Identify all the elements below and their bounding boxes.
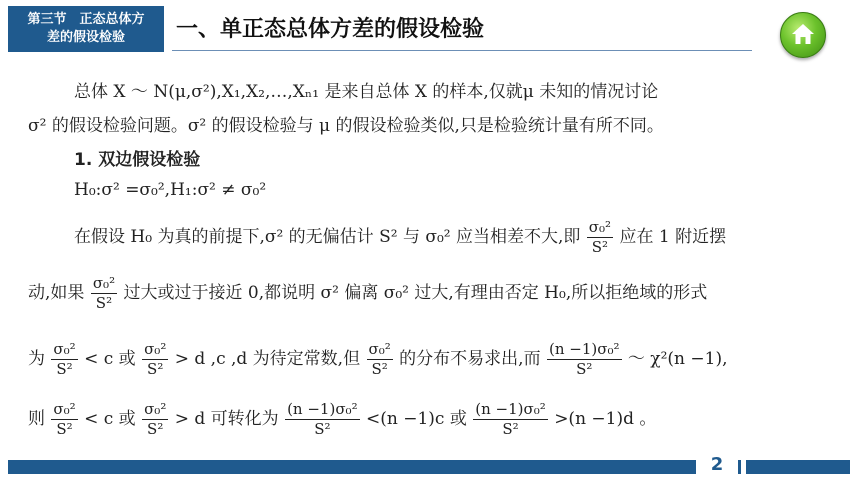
fraction-numerator: (n −1)σ₀² — [475, 400, 546, 418]
fraction-denominator: S² — [56, 360, 73, 378]
text-segment: 应在 1 附近摆 — [619, 227, 727, 247]
section-heading: 1. 双边假设检验 — [74, 150, 201, 170]
text-segment: 则 — [28, 409, 45, 429]
fraction — [51, 340, 77, 379]
page-number: 2 — [710, 454, 724, 475]
fraction-denominator: S² — [56, 420, 73, 438]
footer-bar — [8, 460, 696, 474]
paragraph-1-line-1: 总体 X ～ N(μ,σ²),X₁,X₂,…,Xₙ₁ 是来自总体 X 的样本,仅就μ 未知的情况讨论 — [74, 82, 659, 102]
home-button[interactable] — [780, 12, 826, 58]
text-segment: < c 或 — [84, 349, 136, 369]
section-tab — [8, 6, 164, 52]
fraction-denominator: S² — [147, 360, 164, 378]
title-divider — [172, 50, 752, 51]
fraction-numerator: (n −1)σ₀² — [287, 400, 358, 418]
section-label-line1: 第三节 正态总体方 — [27, 12, 145, 27]
text-segment: 在假设 H₀ 为真的前提下,σ² 的无偏估计 S² 与 σ₀² 应当相差不大,即 — [74, 227, 581, 247]
text-segment: ～ χ²(n −1), — [627, 349, 728, 369]
fraction — [91, 274, 117, 313]
fraction — [587, 218, 613, 257]
fraction — [142, 400, 168, 439]
paragraph-2-line-2 — [28, 274, 707, 313]
fraction-numerator: σ₀² — [144, 340, 167, 358]
fraction-denominator: S² — [502, 420, 519, 438]
fraction — [285, 400, 360, 439]
hypotheses: H₀:σ² =σ₀²,H₁:σ² ≠ σ₀² — [74, 180, 267, 200]
fraction-numerator: σ₀² — [53, 400, 76, 418]
paragraph-3 — [28, 340, 728, 379]
text-segment: 为 — [28, 349, 45, 369]
text-segment: <(n −1)c 或 — [366, 409, 467, 429]
home-icon — [791, 23, 815, 45]
fraction-numerator: σ₀² — [588, 218, 612, 236]
fraction-denominator: S² — [576, 360, 593, 378]
section-label-line2: 差的假设检验 — [46, 30, 125, 45]
text-segment: < c 或 — [84, 409, 136, 429]
fraction-denominator: S² — [591, 238, 609, 256]
fraction-numerator: σ₀² — [53, 340, 76, 358]
text-segment: 动,如果 — [28, 283, 85, 303]
footer-bar-right — [746, 460, 850, 474]
fraction-numerator: (n −1)σ₀² — [548, 340, 620, 358]
footer-divider — [738, 460, 741, 474]
fraction-numerator: σ₀² — [92, 274, 116, 292]
page-title: 一、单正态总体方差的假设检验 — [176, 17, 485, 42]
fraction — [51, 400, 77, 439]
paragraph-2-line-1 — [74, 218, 726, 257]
text-segment: 过大或过于接近 0,都说明 σ² 偏离 σ₀² 过大,有理由否定 H₀,所以拒绝域的形式 — [123, 283, 708, 303]
fraction-denominator: S² — [371, 360, 388, 378]
paragraph-4 — [28, 400, 656, 439]
text-segment: > d ,c ,d 为待定常数,但 — [174, 349, 361, 369]
fraction — [473, 400, 548, 439]
fraction — [367, 340, 393, 379]
fraction-denominator: S² — [147, 420, 164, 438]
fraction-denominator: S² — [95, 294, 113, 312]
text-segment: >(n −1)d 。 — [554, 409, 657, 429]
fraction-numerator: σ₀² — [368, 340, 391, 358]
fraction-denominator: S² — [314, 420, 331, 438]
paragraph-1-line-2: σ² 的假设检验问题。σ² 的假设检验与 μ 的假设检验类似,只是检验统计量有所不同。 — [28, 116, 664, 136]
fraction-numerator: σ₀² — [144, 400, 167, 418]
fraction — [142, 340, 168, 379]
text-segment: 的分布不易求出,而 — [399, 349, 541, 369]
fraction — [547, 340, 622, 379]
text-segment: > d 可转化为 — [174, 409, 279, 429]
